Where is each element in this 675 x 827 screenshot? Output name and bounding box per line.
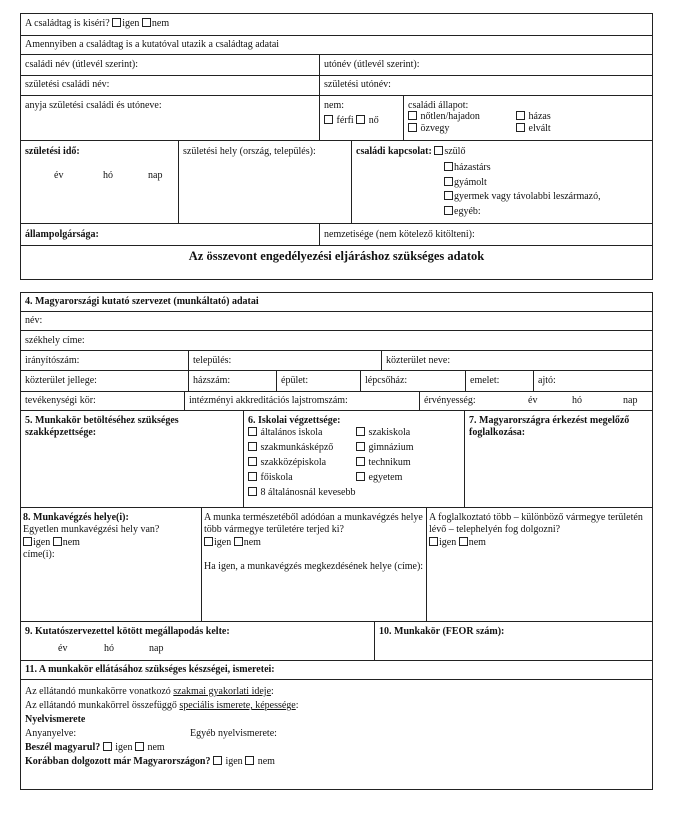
rel-child-label: gyermek vagy távolabbi leszármazó,: [454, 191, 601, 202]
widowed-checkbox[interactable]: [408, 123, 417, 132]
edu-general-label: általános iskola: [260, 427, 323, 438]
validity-cell[interactable]: [419, 392, 652, 410]
edu-trade-school-checkbox[interactable]: [356, 427, 365, 436]
org-activity-row: [21, 391, 652, 410]
rel-parent-label: szülő: [444, 146, 466, 157]
accompanied-no-label: nem: [151, 18, 170, 29]
contract-row: [21, 621, 652, 660]
sex-label: nem:: [324, 100, 344, 111]
contract-year-label: év: [58, 643, 68, 654]
validity-day-label: nap: [623, 395, 638, 406]
s6-education-cell: [243, 411, 464, 507]
rel-other-label: egyéb:: [454, 206, 481, 217]
employer-sites-no-label: nem: [468, 537, 486, 548]
worked-in-hungary-question: Korábban dolgozott már Magyarországon?: [25, 756, 211, 767]
employer-sites-yes-checkbox[interactable]: [429, 537, 438, 546]
multi-county-no-checkbox[interactable]: [234, 537, 243, 546]
accompanied-no-checkbox[interactable]: [142, 18, 151, 27]
multi-county-yes-checkbox[interactable]: [204, 537, 213, 546]
birth-name-row: [21, 75, 652, 95]
rel-child-checkbox[interactable]: [444, 191, 453, 200]
widowed-label: özvegy: [420, 123, 450, 134]
zip-field[interactable]: irányítószám:: [25, 355, 80, 366]
edu-vocational-label: szakmunkásképző: [260, 442, 334, 453]
employer-sites-no-checkbox[interactable]: [459, 537, 468, 546]
s9-title: 9. Kutatószervezettel kötött megállapodás kelte:: [25, 626, 230, 637]
male-checkbox[interactable]: [324, 115, 333, 124]
family-member-form: [20, 13, 653, 280]
relation-label: családi kapcsolat:: [356, 146, 432, 157]
edu-grammar-checkbox[interactable]: [356, 442, 365, 451]
contract-month-label: hó: [104, 643, 114, 654]
practice-line[interactable]: Az ellátandó munkakörre vonatkozó szakmai gyakorlati ideje:: [25, 686, 274, 697]
org-name-field[interactable]: név:: [25, 315, 43, 326]
multi-county-question: A munka természetéből adódóan a munkavégzés helye több vármegye területére terjed ki?: [204, 512, 423, 535]
divorced-checkbox[interactable]: [516, 123, 525, 132]
door-field[interactable]: ajtó:: [533, 371, 652, 391]
edu-trade-school-label: szakiskola: [368, 427, 411, 438]
single-checkbox[interactable]: [408, 111, 417, 120]
speaks-hu-no-checkbox[interactable]: [135, 742, 144, 751]
town-field[interactable]: település:: [188, 351, 381, 370]
name-row: [21, 54, 652, 75]
building-field[interactable]: épület:: [276, 371, 360, 391]
marital-cell: [403, 96, 652, 140]
edu-college-label: főiskola: [260, 472, 293, 483]
mother-name-field[interactable]: anyja születési családi és utóneve:: [25, 100, 162, 111]
org-seat-row: [21, 330, 652, 350]
floor-field[interactable]: emelet:: [465, 371, 533, 391]
special-prefix: Az ellátandó munkakörrel összefüggő: [25, 700, 180, 711]
s6-title: 6. Iskolai végzettsége:: [248, 415, 341, 426]
section-heading: Az összevont engedélyezési eljáráshoz szükséges adatok: [188, 249, 485, 263]
accompanied-row: [21, 14, 652, 35]
s7-previous-occupation-field[interactable]: 7. Magyarországra érkezést megelőző foglalkozása:: [464, 411, 652, 507]
practice-prefix: Az ellátandó munkakörre vonatkozó: [25, 686, 174, 697]
speaks-hu-yes-label: igen: [115, 742, 133, 753]
s5-qualification-field[interactable]: 5. Munkakör betöltéséhez szükséges szakképzettsége:: [25, 415, 179, 438]
edu-technical-checkbox[interactable]: [356, 457, 365, 466]
edu-grammar-label: gimnázium: [368, 442, 414, 453]
birth-month-label: hó: [103, 170, 113, 181]
edu-secondary-vocational-label: szakközépiskola: [260, 457, 327, 468]
edu-technical-label: technikum: [368, 457, 411, 468]
employer-sites-cell: [426, 508, 652, 621]
skills-row: [21, 679, 652, 787]
multi-county-cell: [201, 508, 426, 621]
birth-date-label: születési idő:: [25, 146, 80, 157]
speaks-hu-yes-checkbox[interactable]: [103, 742, 112, 751]
birth-day-label: nap: [148, 170, 163, 181]
accreditation-field[interactable]: intézményi akkreditációs lajstromszám:: [184, 392, 419, 410]
special-line[interactable]: Az ellátandó munkakörrel összefüggő speciális ismerete, képessége:: [25, 700, 299, 711]
contract-date-cell[interactable]: [21, 622, 374, 660]
female-checkbox[interactable]: [356, 115, 365, 124]
rel-spouse-label: házastárs: [454, 162, 491, 173]
citizenship-row: [21, 223, 652, 245]
accompanied-question: A családtag is kiséri?: [25, 18, 110, 29]
edu-secondary-vocational-checkbox[interactable]: [248, 457, 257, 466]
edu-less-than-8-checkbox[interactable]: [248, 487, 257, 496]
stairs-field[interactable]: lépcsőház:: [360, 371, 465, 391]
speaks-hungarian-question: Beszél magyarul?: [25, 742, 101, 753]
org-seat-field[interactable]: székhely címe:: [25, 335, 85, 346]
sex-cell: [319, 96, 403, 140]
single-place-question: Egyetlen munkavégzési hely van?: [23, 524, 160, 535]
work-address-label[interactable]: címe(i):: [23, 549, 55, 560]
rel-parent-checkbox[interactable]: [434, 146, 443, 155]
rel-ward-label: gyámolt: [454, 177, 487, 188]
worked-hu-no-checkbox[interactable]: [245, 756, 254, 765]
org-name-row: [21, 311, 652, 330]
org-section-title: 4. Magyarországi kutató szervezet (munkáltató) adatai: [25, 296, 259, 307]
worked-hu-yes-label: igen: [225, 756, 243, 767]
employer-form: [20, 292, 653, 790]
education-row: [21, 410, 652, 507]
s10-feor-field[interactable]: 10. Munkakör (FEOR szám):: [374, 622, 652, 660]
start-place-field[interactable]: Ha igen, a munkavégzés megkezdésének helye (címe):: [204, 561, 424, 572]
edu-university-label: egyetem: [368, 472, 403, 483]
family-data-title: Amennyiben a családtag is a kutatóval utazik a családtag adatai: [25, 39, 280, 50]
org-title-row: [21, 293, 652, 311]
s11-title: 11. A munkakör ellátásához szükséges készségei, ismeretei:: [25, 664, 275, 675]
other-language-field[interactable]: Egyéb nyelvismerete:: [190, 728, 277, 739]
citizenship-field[interactable]: állampolgársága:: [25, 229, 99, 240]
female-label: nő: [368, 115, 379, 126]
s8-title: 8. Munkavégzés helye(i):: [23, 512, 129, 523]
accompanied-yes-checkbox[interactable]: [112, 18, 121, 27]
mother-tongue-field[interactable]: Anyanyelve:: [25, 728, 77, 739]
worked-hu-no-label: nem: [257, 756, 275, 767]
validity-month-label: hó: [572, 395, 582, 406]
org-street-row: [21, 370, 652, 391]
employer-sites-yes-label: igen: [439, 537, 457, 548]
multi-county-no-label: nem: [243, 537, 261, 548]
family-name-field[interactable]: családi név (útlevél szerint):: [25, 59, 139, 70]
speaks-hu-no-label: nem: [147, 742, 165, 753]
rel-other-checkbox[interactable]: [444, 206, 453, 215]
contract-day-label: nap: [149, 643, 164, 654]
org-address-row: [21, 350, 652, 370]
birth-given-name-field[interactable]: születési utónév:: [319, 76, 652, 95]
single-place-yes-label: igen: [33, 537, 51, 548]
edu-general-checkbox[interactable]: [248, 427, 257, 436]
practice-underlined: szakmai gyakorlati ideje: [173, 686, 272, 697]
nationality-field[interactable]: nemzetisége (nem kötelező kitölteni):: [319, 224, 652, 245]
mother-row: [21, 95, 652, 140]
birth-date-cell[interactable]: [21, 141, 178, 223]
given-name-field[interactable]: utónév (útlevél szerint):: [319, 55, 652, 75]
employer-sites-question: A foglalkoztató több – különböző vármegye területén lévő – telephelyén fog dolgozni?: [429, 512, 643, 535]
s8-work-place-cell: [21, 508, 201, 621]
house-no-field[interactable]: házszám:: [188, 371, 276, 391]
worked-hu-yes-checkbox[interactable]: [213, 756, 222, 765]
activity-field[interactable]: tevékenységi kör:: [25, 395, 96, 406]
languages-label: Nyelvismerete: [25, 714, 86, 725]
single-label: nőtlen/hajadon: [420, 111, 480, 122]
birth-family-name-field[interactable]: születési családi név:: [25, 79, 110, 90]
married-label: házas: [528, 111, 551, 122]
divorced-label: elvált: [528, 123, 551, 134]
street-type-field[interactable]: közterület jellege:: [25, 375, 97, 386]
marital-label: családi állapot:: [408, 100, 469, 111]
male-label: férfi: [336, 115, 354, 126]
edu-less-than-8-label: 8 általánosnál kevesebb: [260, 487, 356, 498]
rel-spouse-checkbox[interactable]: [444, 162, 453, 171]
birth-place-field[interactable]: születési hely (ország, település):: [178, 141, 351, 223]
special-underlined: speciális ismerete, képessége: [179, 700, 296, 711]
edu-university-checkbox[interactable]: [356, 472, 365, 481]
family-title-row: [21, 35, 652, 54]
heading-row: [21, 245, 652, 268]
edu-vocational-checkbox[interactable]: [248, 442, 257, 451]
skills-cell: [21, 680, 652, 787]
accompanied-yes-label: igen: [122, 18, 140, 29]
multi-county-yes-label: igen: [214, 537, 232, 548]
birth-row: [21, 140, 652, 223]
single-place-no-checkbox[interactable]: [53, 537, 62, 546]
relation-cell: [351, 141, 652, 223]
single-place-yes-checkbox[interactable]: [23, 537, 32, 546]
validity-year-label: év: [528, 395, 538, 406]
work-place-row: [21, 507, 652, 621]
edu-college-checkbox[interactable]: [248, 472, 257, 481]
single-place-no-label: nem: [62, 537, 80, 548]
married-checkbox[interactable]: [516, 111, 525, 120]
skills-title-row: [21, 660, 652, 679]
validity-label: érvényesség:: [424, 395, 476, 406]
street-name-field[interactable]: közterület neve:: [381, 351, 652, 370]
birth-year-label: év: [54, 170, 64, 181]
rel-ward-checkbox[interactable]: [444, 177, 453, 186]
